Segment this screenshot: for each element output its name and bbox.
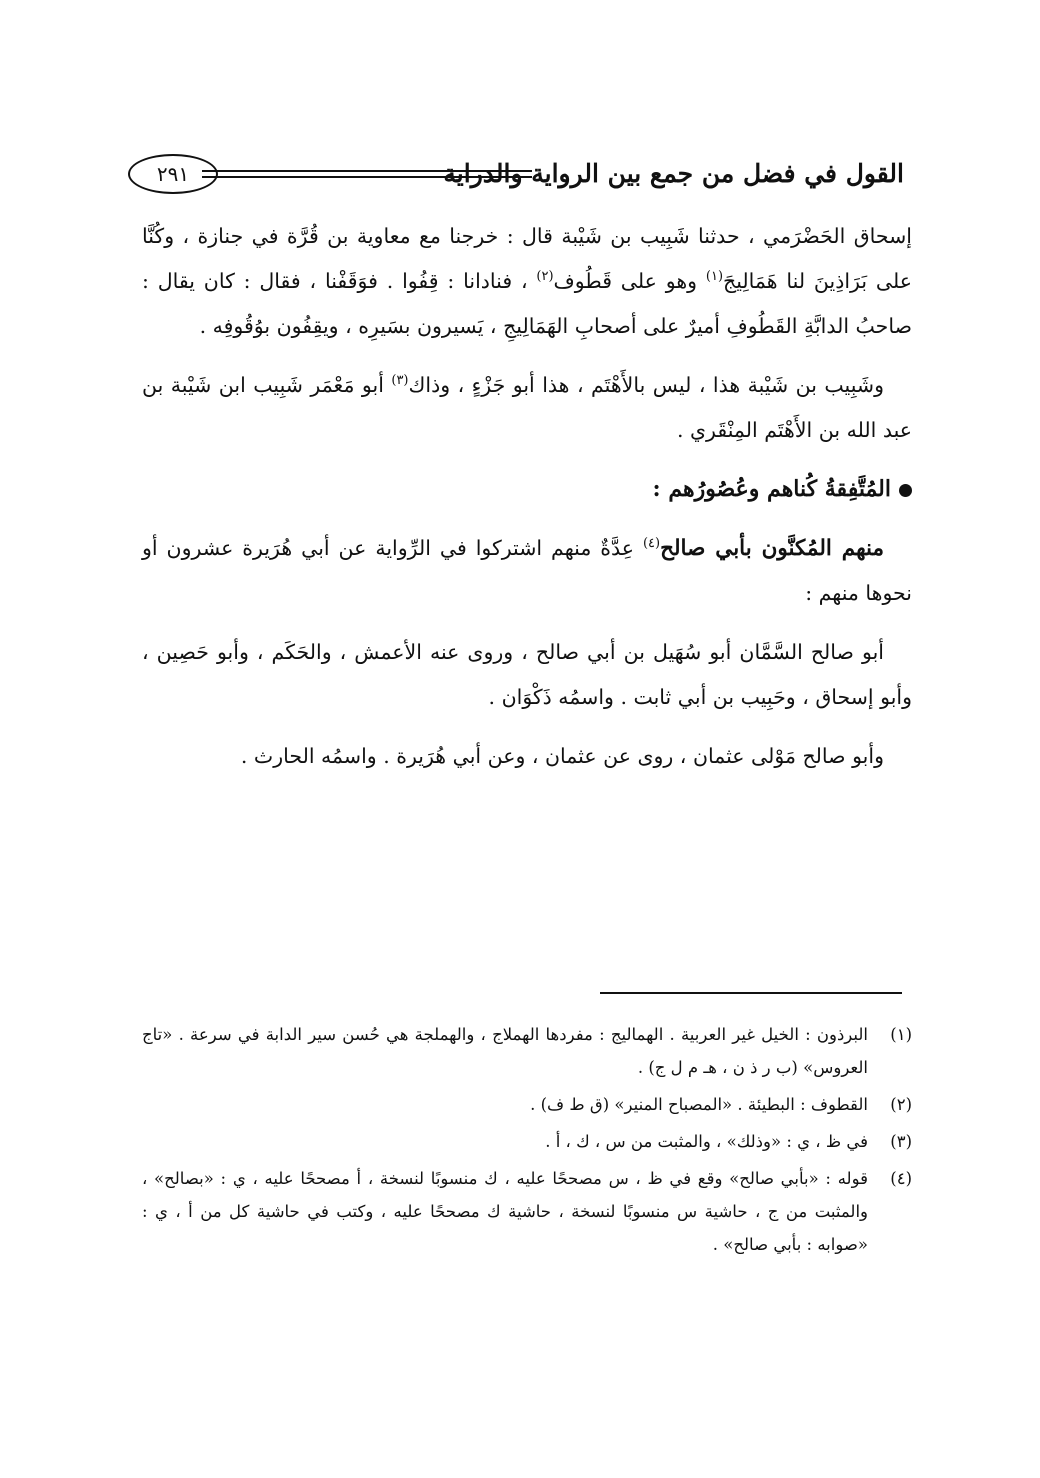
footnote-text: في ظ ، ي : «وذلك» ، والمثبت من س ، ك ، أ .	[545, 1132, 868, 1151]
bullet-icon	[899, 484, 912, 497]
footnotes	[142, 1018, 912, 1265]
footnote-3	[142, 1125, 912, 1158]
page-header	[128, 148, 904, 204]
footnote-number: (٤)	[890, 1169, 912, 1188]
footnote-text: البرذون : الخيل غير العربية . الهماليج : مفردها الهملاج ، والهملجة هي حُسن سير الدابة في سرعة . «تاج العروس» (ب ر ذ ن ، هـ م ل ج) .	[142, 1025, 868, 1077]
footnote-number: (٢)	[890, 1095, 912, 1114]
paragraph-2-part-1: وشَبِيب بن شَيْبة هذا ، ليس بالأَهْتَم ، هذا أبو جَزْءٍ ، وذاك	[408, 373, 884, 397]
section-heading-text: المُتَّفِقةُ كُناهم وعُصُورُهم :	[652, 476, 891, 502]
footnote-ref-3: (٣)	[391, 373, 409, 389]
footnote-2	[142, 1088, 912, 1121]
footnote-1	[142, 1018, 912, 1084]
header-double-rule	[202, 170, 532, 178]
paragraph-2-part-2: أبو مَعْمَر شَبِيب ابن شَيْبة بن عبد الله بن الأَهْتَم المِنْقَري .	[142, 373, 912, 442]
footnote-number: (٣)	[890, 1132, 912, 1151]
paragraph-1-part-1: إسحاق الحَضْرَمي ، حدثنا شَبِيب بن شَيْبة قال : خرجنا مع معاوية بن قُرَّة في جنازة ، وكُنَّا على بَرَاذِينَ لنا هَمَالِيجَ	[142, 224, 912, 293]
running-title: القول في فضل من جمع بين الرواية والدراية	[443, 159, 904, 188]
paragraph-4: أبو صالح السَّمَّان أبو سُهَيل بن أبي صالح ، وروى عنه الأعمش ، والحَكَم ، وأبو حَصِين ، وأبو إسحاق ، وحَبِيب بن أبي ثابت . واسمُه ذَكْوَان .	[142, 640, 912, 709]
paragraph-2	[142, 363, 912, 453]
footnote-text: القطوف : البطيئة . «المصباح المنير» (ق ط ف) .	[530, 1095, 868, 1114]
footnote-ref-4: (٤)	[642, 536, 661, 552]
paragraph-3-rest: عِدَّةٌ منهم اشتركوا في الرِّواية عن أبي هُرَيرة عشرون أو نحوها منهم :	[142, 536, 912, 605]
footnote-ref-2: (٢)	[536, 269, 554, 285]
paragraph-1-part-2: وهو على قَطُوف	[553, 269, 706, 293]
page-number: ٢٩١	[128, 154, 218, 194]
footnote-text: قوله : «بأبي صالح» وقع في ظ ، س مصححًا عليه ، ك منسوبًا لنسخة ، أ مصححًا عليه ، ي : «بصالح» ، والمثبت من ج ، حاشية س منسوبًا لنسخة ، حاشية ك مصححًا عليه ، وكتب في حاشية كل من أ ، ي : «صوابه : بأبي صالح» .	[142, 1169, 868, 1254]
paragraph-5: وأبو صالح مَوْلى عثمان ، روى عن عثمان ، وعن أبي هُرَيرة . واسمُه الحارث .	[240, 744, 884, 768]
footnote-number: (١)	[890, 1025, 912, 1044]
paragraph-1	[142, 214, 912, 349]
footnote-4	[142, 1162, 912, 1261]
paragraph-3-lead: منهم المُكنَّون بأبي صالح	[660, 536, 884, 561]
footnote-ref-1: (١)	[705, 269, 724, 285]
main-text	[142, 214, 912, 793]
paragraph-1-part-3: ، فنادانا : قِفُوا . فوَقَفْنا ، فقال : كان يقال : صاحبُ الدابَّةِ القَطُوفِ أميرٌ على أصحابِ الهَمَالِيجِ ، يَسيرون بسَيرِه ، ويقِفُون بوُقُوفِه .	[142, 269, 912, 338]
paragraph-3	[142, 526, 912, 616]
footnote-separator	[600, 992, 902, 994]
section-heading	[142, 467, 912, 512]
